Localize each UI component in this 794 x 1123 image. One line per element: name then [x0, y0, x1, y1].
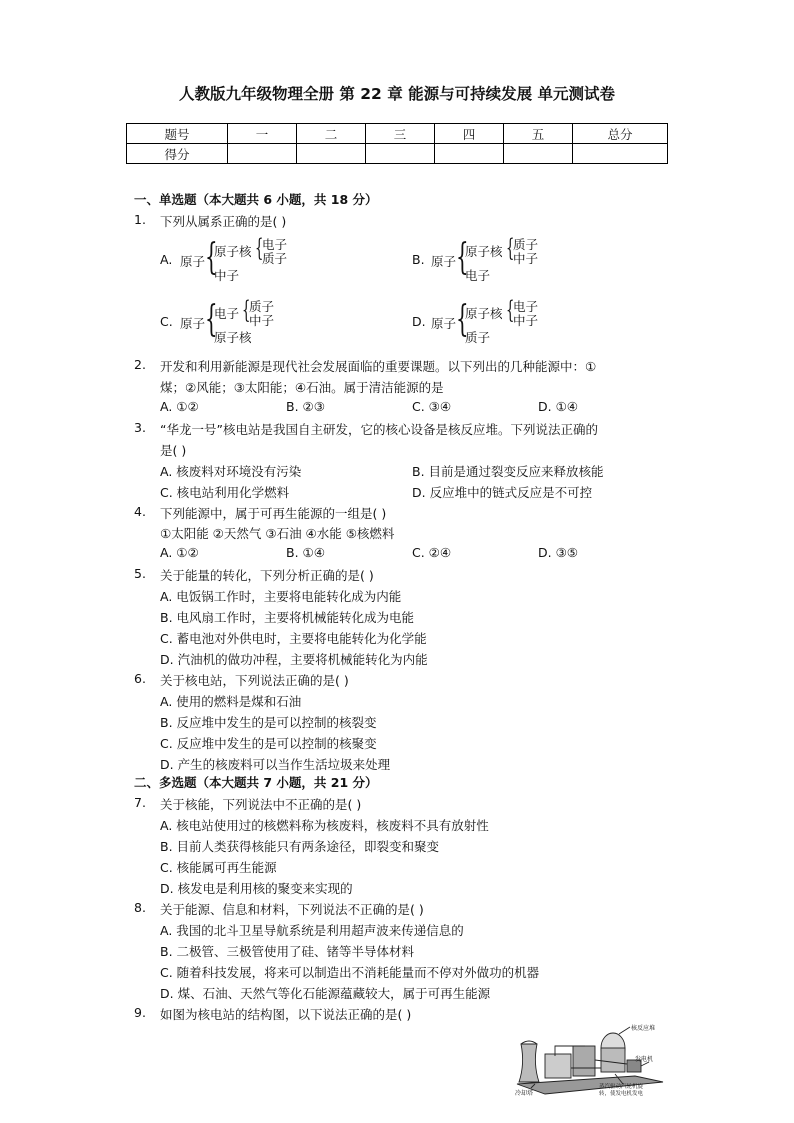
table-cell — [366, 144, 435, 164]
option-a[interactable]: A. ①② — [160, 545, 199, 560]
figure-label-turbine-1: 蒸汽驱动汽轮机旋 — [599, 1084, 644, 1090]
option-c[interactable]: C. 随着科技发展，将来可以制造出不消耗能量而不停对外做功的机器 — [160, 965, 540, 980]
option-b[interactable]: B. ①④ — [286, 545, 325, 560]
tree-root: 原子 — [431, 254, 457, 269]
option-a[interactable]: A. 使用的燃料是煤和石油 — [160, 694, 302, 709]
question-text: 关于核电站，下列说法正确的是( ) — [160, 673, 349, 688]
tree-branch: 电子 — [214, 306, 240, 321]
tree-branch: 质子 — [465, 330, 491, 345]
option-a[interactable]: A. 电饭锅工作时，主要将电能转化成为内能 — [160, 589, 402, 604]
question-number: 2. — [134, 357, 146, 372]
option-b[interactable]: B. ②③ — [286, 399, 325, 414]
option-c[interactable]: C. ③④ — [412, 399, 452, 414]
question-text: 是( ) — [160, 443, 187, 458]
section-heading: 二、多选题（本大题共 7 小题，共 21 分） — [134, 775, 378, 790]
tree-branch: 中子 — [214, 268, 240, 283]
tree-leaf: 质子 — [513, 237, 539, 252]
option-a[interactable]: A. 我国的北斗卫星导航系统是利用超声波来传递信息的 — [160, 923, 464, 938]
question-text: 如图为核电站的结构图，以下说法正确的是( ) — [160, 1007, 412, 1022]
option-b[interactable]: B. 电风扇工作时，主要将机械能转化成为电能 — [160, 610, 415, 625]
option-letter: D. — [412, 314, 426, 329]
brace-icon: { — [506, 234, 515, 262]
tree-leaf: 质子 — [262, 251, 288, 266]
tree-branch: 电子 — [465, 268, 491, 283]
table-row — [127, 124, 668, 144]
figure-label-generator: 发电机 — [635, 1056, 654, 1063]
figure-label-turbine-2: 转，使发电机发电 — [599, 1091, 644, 1097]
question-number: 8. — [134, 900, 146, 915]
brace-icon: { — [456, 299, 469, 340]
question-number: 5. — [134, 566, 146, 581]
score-table — [126, 123, 668, 164]
tree-root: 原子 — [180, 254, 206, 269]
tree-leaf: 电子 — [262, 237, 288, 252]
tree-branch: 原子核 — [214, 330, 252, 345]
option-letter: C. — [160, 314, 173, 329]
tree-leaf: 电子 — [513, 299, 539, 314]
option-c[interactable]: C. 蓄电池对外供电时，主要将电能转化为化学能 — [160, 631, 427, 646]
brace-icon: { — [242, 296, 251, 324]
table-cell: 五 — [504, 124, 573, 144]
nuclear-plant-diagram — [515, 1024, 665, 1098]
table-cell: 三 — [366, 124, 435, 144]
table-cell — [504, 144, 573, 164]
page-title: 人教版九年级物理全册 第 22 章 能源与可持续发展 单元测试卷 — [178, 85, 616, 103]
tree-leaf: 中子 — [513, 251, 539, 266]
question-items: ①太阳能 ②天然气 ③石油 ④水能 ⑤核燃料 — [160, 526, 395, 541]
option-d[interactable]: D. ①④ — [538, 399, 578, 414]
table-cell: 一 — [228, 124, 297, 144]
option-d[interactable]: D. ③⑤ — [538, 545, 578, 560]
question-number: 9. — [134, 1005, 146, 1020]
brace-icon: { — [506, 296, 515, 324]
question-text: “华龙一号”核电站是我国自主研发，它的核心设备是核反应堆。下列说法正确的 — [160, 422, 598, 437]
option-b[interactable]: B. 目前人类获得核能只有两条途径，即裂变和聚变 — [160, 839, 440, 854]
figure-label-reactor: 核反应堆 — [631, 1025, 656, 1032]
tree-branch: 原子核 — [465, 306, 503, 321]
tree-leaf: 中子 — [513, 313, 539, 328]
brace-icon: { — [205, 299, 218, 340]
table-cell: 四 — [435, 124, 504, 144]
question-number: 6. — [134, 671, 146, 686]
option-b[interactable]: B. 反应堆中发生的是可以控制的核裂变 — [160, 715, 377, 730]
brace-icon: { — [205, 237, 218, 278]
question-number: 3. — [134, 420, 146, 435]
question-number: 7. — [134, 795, 146, 810]
table-row — [127, 144, 668, 164]
question-text: 下列从属系正确的是( ) — [160, 214, 287, 229]
table-cell — [297, 144, 366, 164]
tree-root: 原子 — [180, 316, 206, 331]
option-c[interactable]: C. 核能属可再生能源 — [160, 860, 277, 875]
table-cell — [228, 144, 297, 164]
table-cell: 得分 — [127, 144, 228, 164]
option-d[interactable]: D. 核发电是利用核的聚变来实现的 — [160, 881, 353, 896]
option-a[interactable]: A. ①② — [160, 399, 199, 414]
option-d[interactable]: D. 产生的核废料可以当作生活垃圾来处理 — [160, 757, 391, 772]
question-number: 4. — [134, 504, 146, 519]
table-cell — [573, 144, 668, 164]
table-cell: 总分 — [573, 124, 668, 144]
table-cell: 题号 — [127, 124, 228, 144]
figure-label-cooling-tower: 冷却塔 — [515, 1090, 534, 1097]
question-number: 1. — [134, 212, 146, 227]
question-text: 开发和利用新能源是现代社会发展面临的重要课题。以下列出的几种能源中：① — [160, 359, 597, 374]
option-c[interactable]: C. 反应堆中发生的是可以控制的核聚变 — [160, 736, 377, 751]
tree-branch: 原子核 — [465, 244, 503, 259]
option-c[interactable]: C. ②④ — [412, 545, 452, 560]
tree-root: 原子 — [431, 316, 457, 331]
tree-leaf: 质子 — [249, 299, 275, 314]
option-b[interactable]: B. 目前是通过裂变反应来释放核能 — [412, 464, 604, 479]
option-a[interactable]: A. 核电站使用过的核燃料称为核废料，核废料不具有放射性 — [160, 818, 489, 833]
section-heading: 一、单选题（本大题共 6 小题，共 18 分） — [134, 192, 378, 207]
tree-branch: 原子核 — [214, 244, 252, 259]
option-letter: B. — [412, 252, 425, 267]
option-d[interactable]: D. 反应堆中的链式反应是不可控 — [412, 485, 593, 500]
brace-icon: { — [255, 234, 264, 262]
option-d[interactable]: D. 汽油机的做功冲程，主要将机械能转化为内能 — [160, 652, 428, 667]
question-text: 关于能源、信息和材料，下列说法不正确的是( ) — [160, 902, 424, 917]
question-text: 关于核能，下列说法中不正确的是( ) — [160, 797, 362, 812]
option-c[interactable]: C. 核电站利用化学燃料 — [160, 485, 290, 500]
tree-leaf: 中子 — [249, 313, 275, 328]
option-d[interactable]: D. 煤、石油、天然气等化石能源蕴藏较大，属于可再生能源 — [160, 986, 491, 1001]
table-cell — [435, 144, 504, 164]
question-text: 煤；②风能；③太阳能；④石油。属于清洁能源的是 — [160, 380, 444, 395]
option-b[interactable]: B. 二极管、三极管使用了硅、锗等半导体材料 — [160, 944, 415, 959]
table-cell: 二 — [297, 124, 366, 144]
question-text: 关于能量的转化，下列分析正确的是( ) — [160, 568, 374, 583]
brace-icon: { — [456, 237, 469, 278]
option-a[interactable]: A. 核废料对环境没有污染 — [160, 464, 302, 479]
option-letter: A. — [160, 252, 173, 267]
question-text: 下列能源中，属于可再生能源的一组是( ) — [160, 506, 387, 521]
